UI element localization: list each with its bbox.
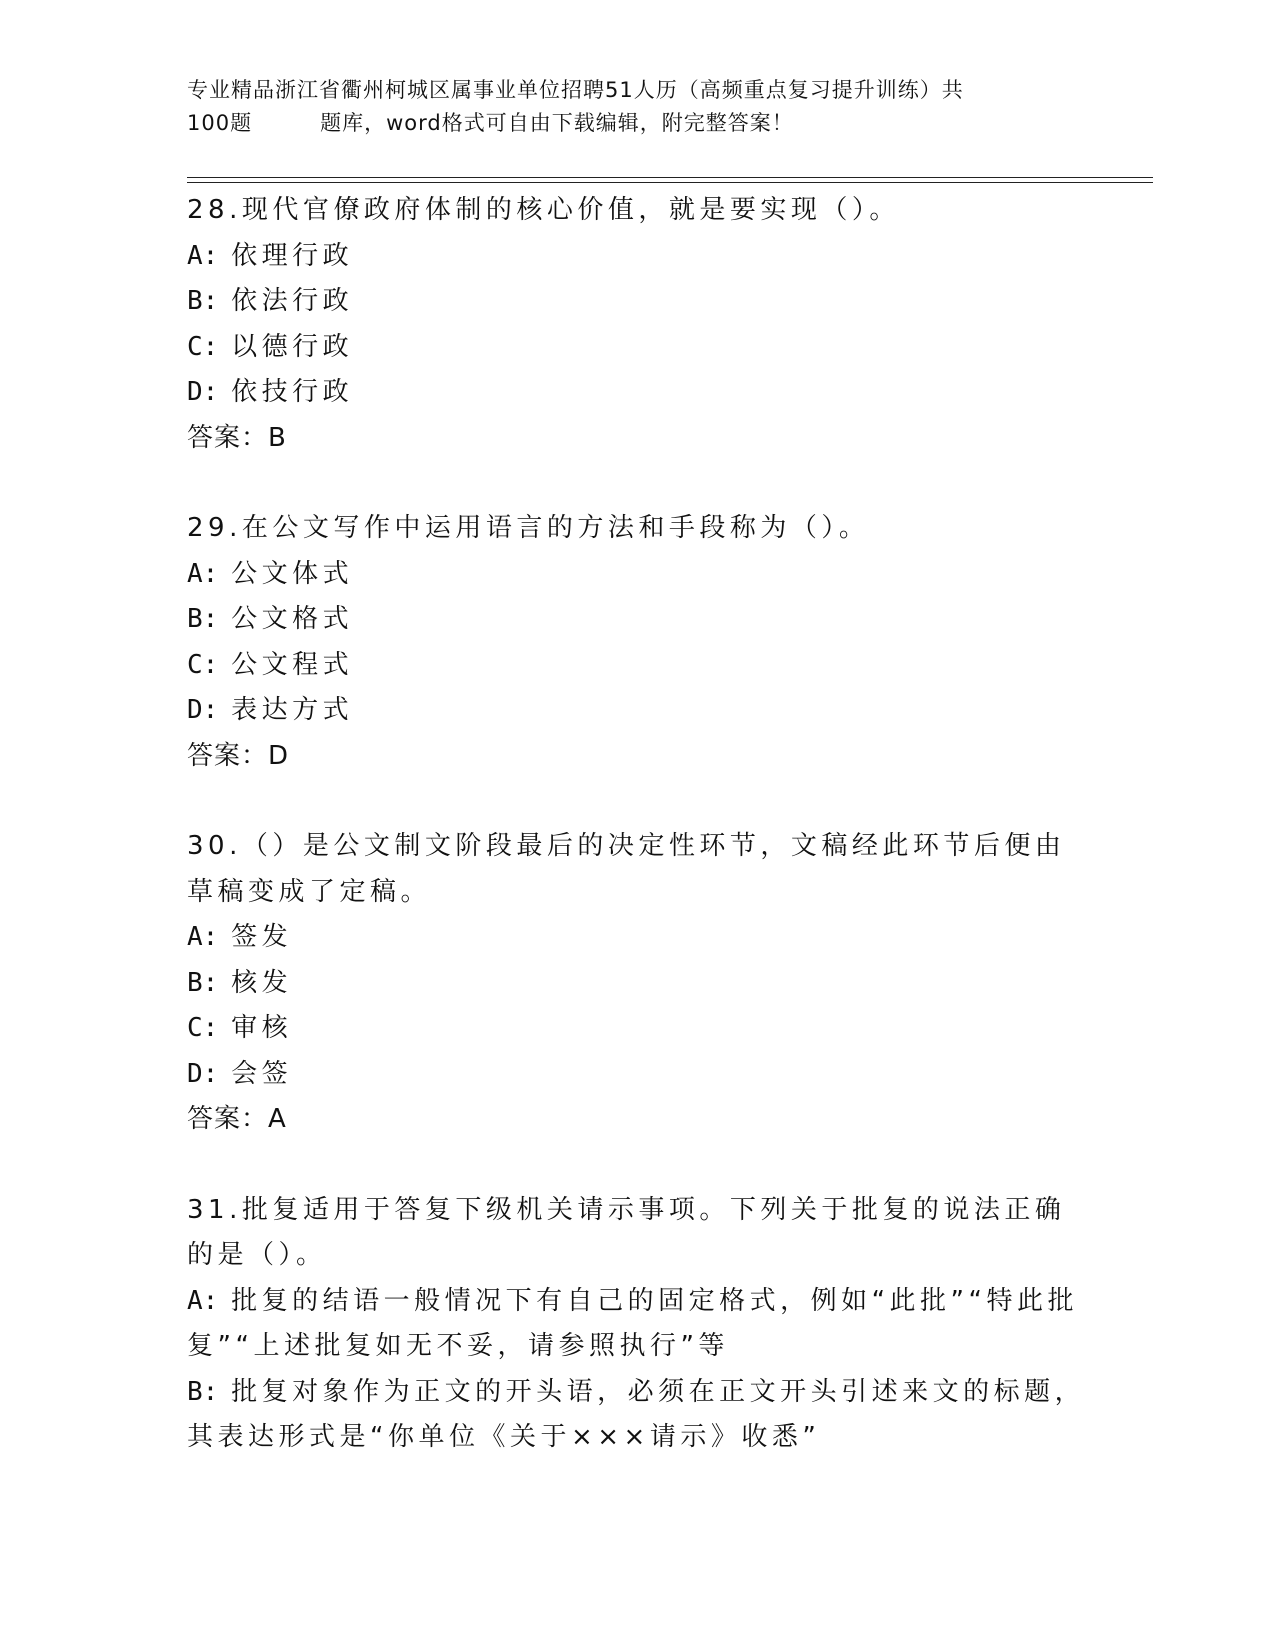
- header-line-1: 专业精品浙江省衢州柯城区属事业单位招聘51人历（高频重点复习提升训练）共: [187, 78, 964, 102]
- option-a: [187, 915, 1087, 961]
- option-b: [187, 597, 1087, 643]
- question-text: 31.批复适用于答复下级机关请示事项。下列关于批复的说法正确的是（）。: [187, 1194, 1066, 1270]
- option-letter: B:: [187, 286, 219, 316]
- option-letter: A:: [187, 558, 219, 589]
- option-a: [187, 1279, 1087, 1370]
- option-text: 公文体式: [231, 558, 354, 589]
- question-29: [187, 506, 1087, 779]
- option-letter: B:: [187, 604, 219, 634]
- option-letter: A:: [187, 1285, 219, 1316]
- question-31: [187, 1188, 1087, 1461]
- option-letter: D:: [187, 1058, 219, 1089]
- option-text: 公文格式: [231, 604, 354, 634]
- option-text: 依技行政: [231, 377, 354, 407]
- header-count: 100题: [187, 111, 253, 135]
- option-text: 会签: [231, 1058, 293, 1089]
- answer-line: 答案：D: [187, 740, 290, 771]
- option-d: [187, 688, 1087, 734]
- option-letter: D:: [187, 377, 219, 407]
- option-text: 审核: [231, 1013, 293, 1043]
- header-line-2: [187, 107, 1087, 140]
- question-text: 28.现代官僚政府体制的核心价值，就是要实现（）。: [187, 195, 900, 225]
- option-letter: C:: [187, 331, 219, 362]
- document-header: [187, 74, 1087, 140]
- question-list: [187, 188, 1087, 1506]
- question-28: [187, 188, 1087, 461]
- option-text: 签发: [231, 922, 293, 952]
- option-text: 批复的结语一般情况下有自己的固定格式，例如“此批”“特此批复”“上述批复如无不妥，请参照执行”等: [187, 1285, 1078, 1361]
- option-a: [187, 234, 1087, 280]
- header-divider-top: [187, 177, 1153, 178]
- answer-line: 答案：B: [187, 422, 287, 453]
- option-letter: B:: [187, 1376, 219, 1407]
- answer-line: 答案：A: [187, 1104, 287, 1134]
- option-text: 以德行政: [231, 331, 354, 362]
- option-text: 依理行政: [231, 240, 354, 271]
- option-c: [187, 643, 1087, 689]
- option-a: [187, 552, 1087, 598]
- option-letter: D:: [187, 695, 219, 725]
- option-text: 批复对象作为正文的开头语，必须在正文开头引述来文的标题，其表达形式是“你单位《关于×××请示》收悉”: [187, 1376, 1086, 1452]
- option-b: [187, 1370, 1087, 1461]
- option-c: [187, 325, 1087, 371]
- option-text: 公文程式: [231, 649, 354, 680]
- option-b: [187, 961, 1087, 1007]
- header-description: 题库，word格式可自由下载编辑，附完整答案！: [320, 111, 794, 135]
- option-letter: A:: [187, 240, 219, 271]
- option-text: 表达方式: [231, 695, 354, 725]
- option-letter: B:: [187, 967, 219, 998]
- option-b: [187, 279, 1087, 325]
- question-text: 29.在公文写作中运用语言的方法和手段称为（）。: [187, 513, 870, 543]
- option-letter: C:: [187, 1013, 219, 1043]
- option-c: [187, 1006, 1087, 1052]
- option-letter: A:: [187, 922, 219, 952]
- question-text: 30.（）是公文制文阶段最后的决定性环节，文稿经此环节后便由草稿变成了定稿。: [187, 831, 1066, 907]
- header-divider-bottom: [187, 182, 1153, 183]
- question-30: [187, 824, 1087, 1143]
- option-letter: C:: [187, 649, 219, 680]
- option-d: [187, 1052, 1087, 1098]
- option-text: 依法行政: [231, 286, 354, 316]
- option-text: 核发: [231, 967, 293, 998]
- option-d: [187, 370, 1087, 416]
